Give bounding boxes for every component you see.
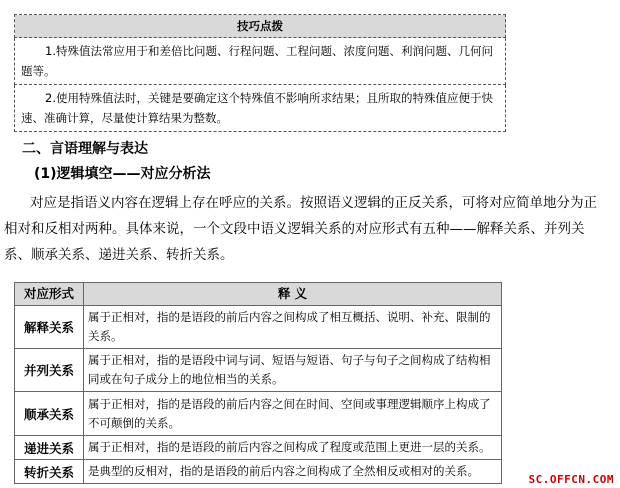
table-row <box>15 392 502 436</box>
section-subheading: (1)逻辑填空——对应分析法 <box>34 166 211 182</box>
relation-table <box>14 282 502 484</box>
tips-box <box>14 14 506 132</box>
section-heading: 二、言语理解与表达 <box>22 141 148 157</box>
row-desc: 属于正相对，指的是语段的前后内容之间构成了程度或范围上更进一层的关系。 <box>84 436 502 460</box>
watermark: SC.OFFCN.COM <box>528 473 614 486</box>
table-row <box>15 306 502 349</box>
table-row <box>15 349 502 392</box>
row-form: 顺承关系 <box>15 392 84 436</box>
row-desc: 属于正相对，指的是语段中词与词、短语与短语、句子与句子之间构成了结构相同或在句子成分上的地位相当的关系。 <box>84 349 502 392</box>
tips-title: 技巧点拨 <box>15 15 506 38</box>
tips-item: 1.特殊值法常应用于和差倍比问题、行程问题、工程问题、浓度问题、利润问题、几何问题等。 <box>15 38 506 85</box>
row-form: 递进关系 <box>15 436 84 460</box>
row-form: 并列关系 <box>15 349 84 392</box>
row-desc: 属于正相对，指的是语段的前后内容之间在时间、空间或事理逻辑顺序上构成了不可颠倒的关系。 <box>84 392 502 436</box>
row-form: 转折关系 <box>15 460 84 484</box>
tips-item: 2.使用特殊值法时，关键是要确定这个特殊值不影响所求结果；且所取的特殊值应便于快速、准确计算，尽量使计算结果为整数。 <box>15 85 506 132</box>
row-form: 解释关系 <box>15 306 84 349</box>
table-header-form: 对应形式 <box>15 283 84 306</box>
row-desc: 是典型的反相对，指的是语段的前后内容之间构成了全然相反或相对的关系。 <box>84 460 502 484</box>
table-row <box>15 436 502 460</box>
section-paragraph: 对应是指语义内容在逻辑上存在呼应的关系。按照语义逻辑的正反关系，可将对应简单地分为正相对和反相对两种。具体来说，一个文段中语义逻辑关系的对应形式有五种——解释关系、并列关系、顺承关系、递进关系、转折关系。 <box>4 195 597 263</box>
row-desc: 属于正相对，指的是语段的前后内容之间构成了相互概括、说明、补充、限制的关系。 <box>84 306 502 349</box>
table-row <box>15 460 502 484</box>
table-header-desc: 释 义 <box>84 283 502 306</box>
